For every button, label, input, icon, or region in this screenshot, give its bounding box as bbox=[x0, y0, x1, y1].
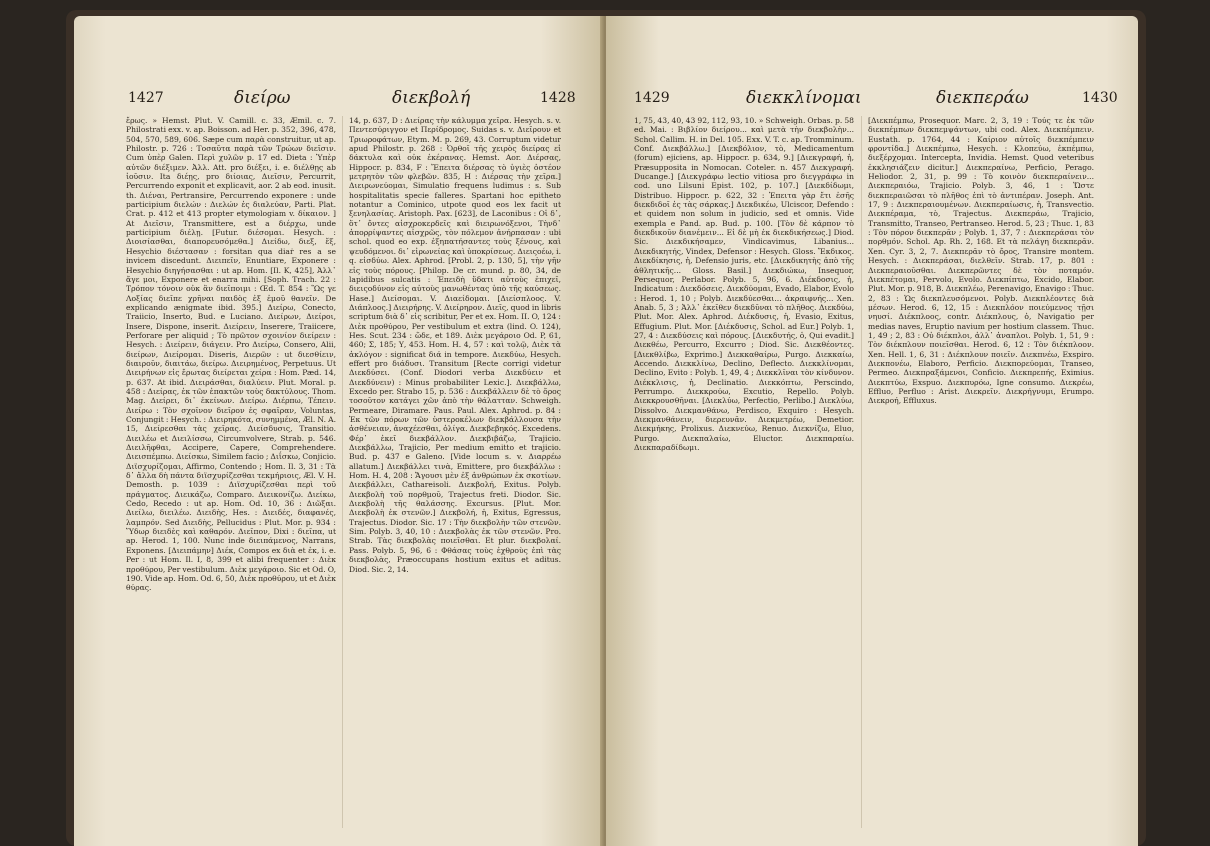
left-page bbox=[74, 16, 604, 846]
left-column-2-text: 14, p. 637, D : Διείρας τὴν κάλυμμα χεῖρα. Hesych. s. v. Πεντεσύριγγον et Περίδρομος. Suidas s. v. Διεῖρουν et Τριωροφάτων, Etym. M. p. 269, 43. Corruptum videtur apud Philostr. p. 268 : Ὀρθοῖ τῆς χειρὸς διείρας εἰ δάκτυλα καὶ οὐκ ἐκέρανας. Hemst. Aor. Διέρσας, Hippocr. p. 834, F : Ἔπειτα διέρσας τὸ ὑγιὲς ὀστέον μετρητὸν τῶν φλεβῶν. 835, H : Διέρσας τὴν χεῖρα.] Διειρωνεύομαι, Simulatio frequens ludimus : s. Sub hospitalitatis specie falleres. Spartani hoc epitheto notantur a Cominico, utpote quod eos lex facit ut ξενηλασίας. Aristoph. Pax. [623], de Laconibus : Οἱ δ᾽, ὅτ᾽ ὄντες αἰσχροκερδεῖς καὶ διειρωνόξενοι, Τὴνδ᾽ ἀπορρίψαντες αἰσχρῶς, τὸν πόλεμον ἀνήρπασαν : ubi schol. quod eo exp. ἐξηπατήσαντες τοὺς ξένους, καὶ ψευδόμενοι. δι᾽ εἰρωνείας καὶ ὑποκρίσεως. Διειςοέω, i. q. εἰσδύω. Alex. Aphrod. [Probl. 2, p. 130, 5], τὴν γῆν εἰς τοὺς πόρους. [Philop. De cr. mund. p. 80, 34, de lapidibus sulcatis : Ἐπειδὴ ὕδατι αὐτοὺς ἐπιχεῖ, διειςοδύνον εἰς αὐτοὺς μανωθέντας ὑπὸ τῆς καύσεως. Hase.] Διείσομαι. V. Διαείδομαι. [Διείσπλοος. V. Διάπλοος.] Διειρήρης. V. Διείρηρον. Διεῖς, quod in libris scriptum διὰ δ᾽ εἰς scribitur, Per et ex. Hom. II. O, 124 : Διὲκ προθύρου, Per vestibulum et extra (lind. O. 124), Hes. Scut. 234 : ὥδε, et 189. Διὲκ μεγάροιο Od. P, 61, 460; Σ, 185; Υ, 453. Hom. H. 4, 57 : καὶ τολῷ, Διὲκ τὰ ἀκλόγον : significat διά in tempore. Διεκδύω, Hesych. effert pro διάδυσι. Transitum [Recte corrigi videtur Διεκδύσει. (Conf. Diodori verba Διεκδύειν et Διεκδύνειν) : Minus probabiliter Lexic.]. Διεκβάλλω, Excedo per. Strabo 15, p. 536 : Διεκβάλλειν δὲ τὸ ὄρος τοσοῦτον κατάγει χῶν ἀπὸ τὴν θάλατταν. Schweigh. Permeare, Diramare. Paus. Paul. Alex. Aphrod. p. 84 : Ἐκ τῶν πόρων τῶν ὑστεροκέλων διεκβάλλουσα τὴν ἀσθένειαν, ἀναχέεσθαι, ὀλίγα. Διεκβεβηκός. Excedens. Φέρ᾽ ἐκεῖ διεκβάλλον. Διεκβιβάζω, Trajicio. Διεκβάλλω, Trajicio, Per medium emitto et trajicio. Bud. p. 437 e Galeno. [Vide locum s. v. Διαρρέω allatum.] Διεκβάλλει τινὰ, Emittere, pro διεκβάλλω : Hom. H. 4, 208 : Ἄγουσι μὲν ἐξ ἀνθρώπων ἐκ σκοτίων. Διεκβάλλει, Cathareisoli. Διεκβολή, Exitus. Polyb. Διεκβολὴ τοῦ πορθμοῦ, Trajectus freti. Diodor. Sic. Διεκβολὴ τῆς θαλάσσης. Excursus. [Plut. Mor. Διεκβολὴ ἐκ στενῶν.] Διεκβολή, ἡ, Exitus, Egressus, Trajectus. Diodor. Sic. 17 : Τὴν διεκβολὴν τῶν στενῶν. Sim. Polyb. 3, 40, 10 : Διεκβολὰς ἐκ τῶν στενῶν. Pro. Strab. Τὰς διεκβολὰς ποιεῖσθαι. Et plur. διεκβολαί. Pass. Polyb. 5, 96, 6 : Φθάσας τοὺς ἐχθροὺς ἐπὶ τὰς διεκβολὰς, Præoccupans hostium exitus et aditus. Diod. Sic. 2, 14. bbox=[349, 116, 561, 574]
right-page bbox=[606, 16, 1138, 846]
left-page-header bbox=[74, 88, 604, 114]
left-column-divider bbox=[342, 116, 343, 828]
right-headword-left: διεκκλίνομαι bbox=[746, 88, 862, 108]
right-page-header bbox=[606, 88, 1138, 114]
right-column-divider bbox=[861, 116, 862, 828]
left-headword-left: διείρω bbox=[234, 88, 291, 108]
right-page-column-1 bbox=[634, 116, 854, 828]
right-column-2-text: [Διεκπέμπω, Prosequor. Marc. 2, 3, 19 : Τούς τε ἐκ τῶν διεκπέμπων διεκπεμψάντων, ubi cod. Alex. Διεκπέμπειν. Eustath. p. 1764, 44 : Καίριον αὐτοῖς διεκπέμπειν φροντίδα.] Διεκπέμπω, Hesych. : Κλοπεύω, ἐκπέμπω, διεξέρχομαι. Intercepta, Invidia. Hemst. Quod veteribus ἐκκλησιάζειν dicitur.] Διεκπεραίνω, Perficio, Perago. Heliodor. 2, 31, p. 99 : Τὸ κοινὸν διεκπεραίνειν... Διεκπεραιόω, Trajicio. Polyb. 3, 46, 1 : Ὥστε διεκπεραιῶσαι τὸ πλῆθος ἐπὶ τὸ ἀντιπέραν. Joseph. Ant. 17, 9 : Διεκπεραιουμένων. Διεκπεραίωσις, ἡ, Transvectio. Διεκπέραμα, τὸ, Trajectus. Διεκπεράω, Trajicio, Transmitto, Transeo, Pertranseo. Herod. 5, 23 ; Thuc. 1, 83 : Τὸν πόρον διεκπερᾶν ; Polyb. 1, 37, 7 : Διεκπεράσαι τὸν πορθμόν. Schol. Ap. Rh. 2, 168. Et τὰ πελάγη διεκπερᾶν. Xen. Cyr. 3, 2, 7. Διεκπερᾶν τὸ ὄρος, Transire montem. Hesych. : Διεκπεράσαι, διελθεῖν. Strab. 17, p. 801 : Διεκπεραιοῦσθαι. Διεκπερῶντες δὲ τὸν ποταμόν. Διεκπέτομαι, Pervolo, Evolo. Διεκπίπτω, Excido, Elabor. Plut. Mor. p. 918, B. Διεκπλέω, Perenavigo, Enavigo : Thuc. 2, 83 : Ὡς διεκπλευσόμενοι. Polyb. Διεκπλέοντες διὰ μέσων. Herod. 6, 12, 15 : Διεκπλόον ποιεύμενος τῇσι νηυσί. Διέκπλοος, contr. Διέκπλους, ὁ, Navigatio per medias naves, Eruptio navium per hostium classem. Thuc. 1, 49 ; 2, 83 : Οὐ διέκπλοι, ἀλλ᾽ ἀναπλοι. Polyb. 1, 51, 9 : Τὸν διέκπλουν ποιεῖσθαι. Herod. 6, 12 : Τὸν διέκπλοον. Xen. Hell. 1, 6, 31 : Διέκπλουν ποιεῖν. Διεκπνέω, Exspiro. Διεκπονέω, Elaboro, Perficio. Διεκπορεύομαι, Transeo, Permeo. Διεκπραξάμενοι, Conficio. Διεκπρεπής, Eximius. Διεκπτύω, Exspuo. Διεκπυρόω, Igne consumo. Διεκρέω, Effluo, Perfluo : Arist. Διεκρεῖν. Διεκρήγνυμι, Erumpo. Διεκροή, Effluxus. bbox=[868, 116, 1094, 406]
left-headword-right: διεκβολή bbox=[392, 88, 471, 108]
left-page-column-1 bbox=[126, 116, 336, 828]
left-page-number-left: 1427 bbox=[128, 90, 164, 106]
right-page-number-left: 1429 bbox=[634, 90, 670, 106]
left-page-column-2 bbox=[349, 116, 561, 828]
right-headword-right: διεκπεράω bbox=[936, 88, 1029, 108]
right-column-1-text: 1, 75, 43, 40, 43 92, 112, 93, 10. » Schweigh. Orbas. p. 58 ed. Mai. : Βιβλίον διείρου... καὶ μετὰ τὴν διεκβολὴν... Schol. Callim. H. in Del. 105. Exx. V. T. c. ap. Tromminum. Conf. Διεκβάλλω.] [Διεκβόλιον, τὸ, Medicamentum (forum) ejiciens, ap. Hippocr. p. 634, 9.] [Διεκγραφή, ἡ, Præsupposita in Nomocan. Coteler. n. 457 Διεκγραφή. Ducange.] [Διεκγράφω lectio vitiosa pro διεγγράφω in cod. uno Lilsuni Epist. 102, p. 107.] [Διεκδίδωμι, Distribuo. Hippocr. p. 622, 32 : Ἐπειτα γὰρ ἔτι ἐσῆς διεκδιδοῖ ἐς τὰς σάρκας.] Διεκδικέω, Ulciscor, Defendo : et quidem non solum in judicio, sed et omnis. Vide exempla e Pand. ap. Bud. p. 100. [Τὸν δὲ κάρπον τὸ διεκδικοῦν διανέμειν... Εἰ δὲ μὴ ἐκ διεκδικήσεως.] Diod. Sic. Διεκδικήσαμεν, Vindicavimus, Libanius... Διεκδικητής, Vindex, Defensor : Hesych. Gloss. Ἔκδικος. Διεκδίκησις, ἡ, Defensio juris, etc. [Διεκδικητὴς ἀπὸ τῆς ἀθλητικῆς... Gloss. Basil.] Διεκδιώκω, Insequor, Persequor, Perlabor. Polyb. 5, 96, 6. Διέκδοσις, ἡ, Indicatum : Διεκδόσεις. Διεκδύομαι, Evado, Elabor, Evolo : Herod. 1, 10 ; Polyb. Διεκδύεσθαι... ἀκραιφνής... Xen. Anab. 5, 3 ; Ἀλλ᾽ ἐκεῖθεν διεκδῦναι τὸ πλῆθος. Διεκδύω, Plut. Mor. Alex. Aphrod. Διέκδυσις, ἡ, Evasio, Exitus, Effugium. Plut. Mor. [Διέκδυσις, Schol. ad Eur.] Polyb. 1, 27, 4 : Διεκδύσεις καὶ πόρους. [Διεκδυτής, ὁ, Qui evadit.] Διεκθέω, Percurro, Excurro ; Diod. Sic. Διεκθέοντες. [Διεκθλίβω, Exprimo.] Διεκκαθαίρω, Purgo. Διεκκαίω, Accendo. Διεκκλίνω, Declino, Deflecto. Διεκκλίνομαι, Declino, Evito : Polyb. 1, 49, 4 ; Διεκκλῖναι τὸν κίνδυνον. Διέκκλισις, ἡ, Declinatio. Διεκκόπτω, Perscindo, Perrumpo. Διεκκρούω, Excutio, Repello. Polyb. Διεκκρουσθῆναι. [Διεκλύω, Perfectio, Perlibo.] Διεκλύω, Dissolvo. Διεκμανθάνω, Perdisco, Exquiro : Hesych. Διεκμανθάνειν, διερευνᾶν. Διεκμετρέω, Demetior. Διεκμήκης, Prolixus. Διεκνεύω, Renuo. Διεκνίζω, Eluo, Purgo. Διεκπαλαίω, Eluctor. Διεκπαραίω. Διεκπαραδίδωμι. bbox=[634, 116, 854, 453]
right-page-column-2 bbox=[868, 116, 1094, 828]
left-page-number-right: 1428 bbox=[540, 90, 576, 106]
right-page-number-right: 1430 bbox=[1082, 90, 1118, 106]
left-column-1-text: ἔρως. » Hemst. Plut. V. Camill. c. 33, Æmil. c. 7. Philostrati exx. v. ap. Boisson. ad Her. p. 352, 396, 478, 504, 570, 589, 606. Sæpe cum παρὰ construitur, ut ap. Philostr. p. 726 : Τοσαῦτα παρὰ τῶν Τρώων διεῖσιν. Cum ὑπὲρ Galen. Περὶ χυλῶν p. 17 ed. Dieta : Ὑπὲρ αὐτῶν διέξιμεν. Ἀλλ. Att. pro διέξει, i. e. διέλθῃς ab ἰοῦσιν. Ita διέῃς, pro διίοιας, Διεῖσιν, Percurrit, Percurrendo exponit et explicavit, aor. 2 ab eod. inusit. th. Διέναι, Pertransire, Percurrendo exponere : unde participium διελών : Διελών ἐς διαλεύαν, Parti. Plat. Crat. p. 412 et 413 propter etymologiam v. δίκαιον. ] At Διεῖσιν, Transmittere, est a διέρχω, unde participium διέλῃ. [Futur. διέσομαι. Hesych. : Διοισίασθαι, διαπορευσόμεθα.] Διείδω, διεξ, ἔξ, Hesychio διέστασαν : forsitan qua diaṙ res a se invicem discedunt. Διειπεῖν, Enuntiare, Exponere : Hesychio διηγήσασθαι : ut ap. Hom. [Il. K, 425], Ἀλλ᾽ ἄγε μοι, Exponere et enarra mihi. [Soph. Trach. 22 : Τρόπον τόνοιν οὐκ ἂν διεῖποιμι : Œd. T. 854 : Ὣς γε Λοξίας διεῖπε χρῆναι παιδὸς ἐξ ἐμοῦ θανεῖν. De explicando ænigmate ibid. 395.] Διείρω, Conecto, Traiicio, Inserto, Bud. e Luciano. Διείρων, Διείροι, Insere, Dispone, inserit. Διείρειν, Inserere, Traiicere, Perforare per aliquid ; Τὸ πρῶτον σχοινίον διείρειν : Hesych. : Διείρειν, διάγειν. Pro Διείρω, Consero, Alii, διείρων, Διείρομαι. Diseris, Διερῶν : ut διεσθίειν, διαιροῦν, διαιτάω, διείρω. Διειρημένος, Perpetuus. Ut Διειρήνων εἰς ἔρωτας διείρεται χείρα : Hom. Pæd. 14, p. 637. At ibid. Διειράσθαι, διαλύειν. Plut. Moral. p. 458 : Διείρας, ἐκ τῶν ἐπακτῶν τοὺς δακτύλους. Thom. Mag. Διείρει, δι᾽ ἐκείνων. Διείρω. Διέρπω, Τέπειν. Διείρω : Τὸν σχοῖνον διεῖρον ἐς σφαῖραν, Voluntas, Conjungit : Hesych. : Διειρηκότα, συνημμένα, Æl. N. A. 15, Διείρεσθαι τὰς χεῖρας. Διείσδυσις, Transitio. Διειλέω et Διειλίσσω, Circumvolvere, Strab. p. 546. Διειλῆφθαι, Accipere, Capere, Comprehendere. Διεισπέμπω. Διείσκω, Similem facio ; Διΐσκω, Conjicio. Διϊσχυρίζομαι, Affirmo, Contendo ; Hom. Il. 3, 31 : Τὰ δ᾽ ἄλλα δὴ πάντα διϊσχυρίζεσθαι τεκμήριοις, Æl. V. H. Demosth. p. 1039 : Διϊσχυρίζεσθαι περὶ τοῦ πράγματος. Διεικάζω, Comparo. Διεικονίζω. Διείκω, Cedo, Recedo : ut ap. Hom. Od. 10, 36 : Διῶξαι. Διείλω, διειλέω. Διειδὴς, Hes. : Διειδές, διαφανές, λαμπρόν. Sed Διειδὴς, Pellucidus : Plut. Mor. p. 934 : Ὕδωρ διειδὲς καὶ καθαρόν. Διεῖπον, Dixi : διεῖπα, ut ap. Herod. 1, 100. Nunc inde διειπάμενος, Narrans, Exponens. [Διειπάμην] Διέκ, Compos ex διὰ et ἐκ, i. e. Per : ut Hom. Il. I, 8, 399 et alibi frequenter : Διὲκ προθύρου, Per vestibulum. Διὲκ μεγάροιο. Sic et Od. O, 190. Vide ap. Hom. Od. 6, 50, Διὲκ προθύρου, ut et Διὲκ θύρας. bbox=[126, 116, 336, 593]
